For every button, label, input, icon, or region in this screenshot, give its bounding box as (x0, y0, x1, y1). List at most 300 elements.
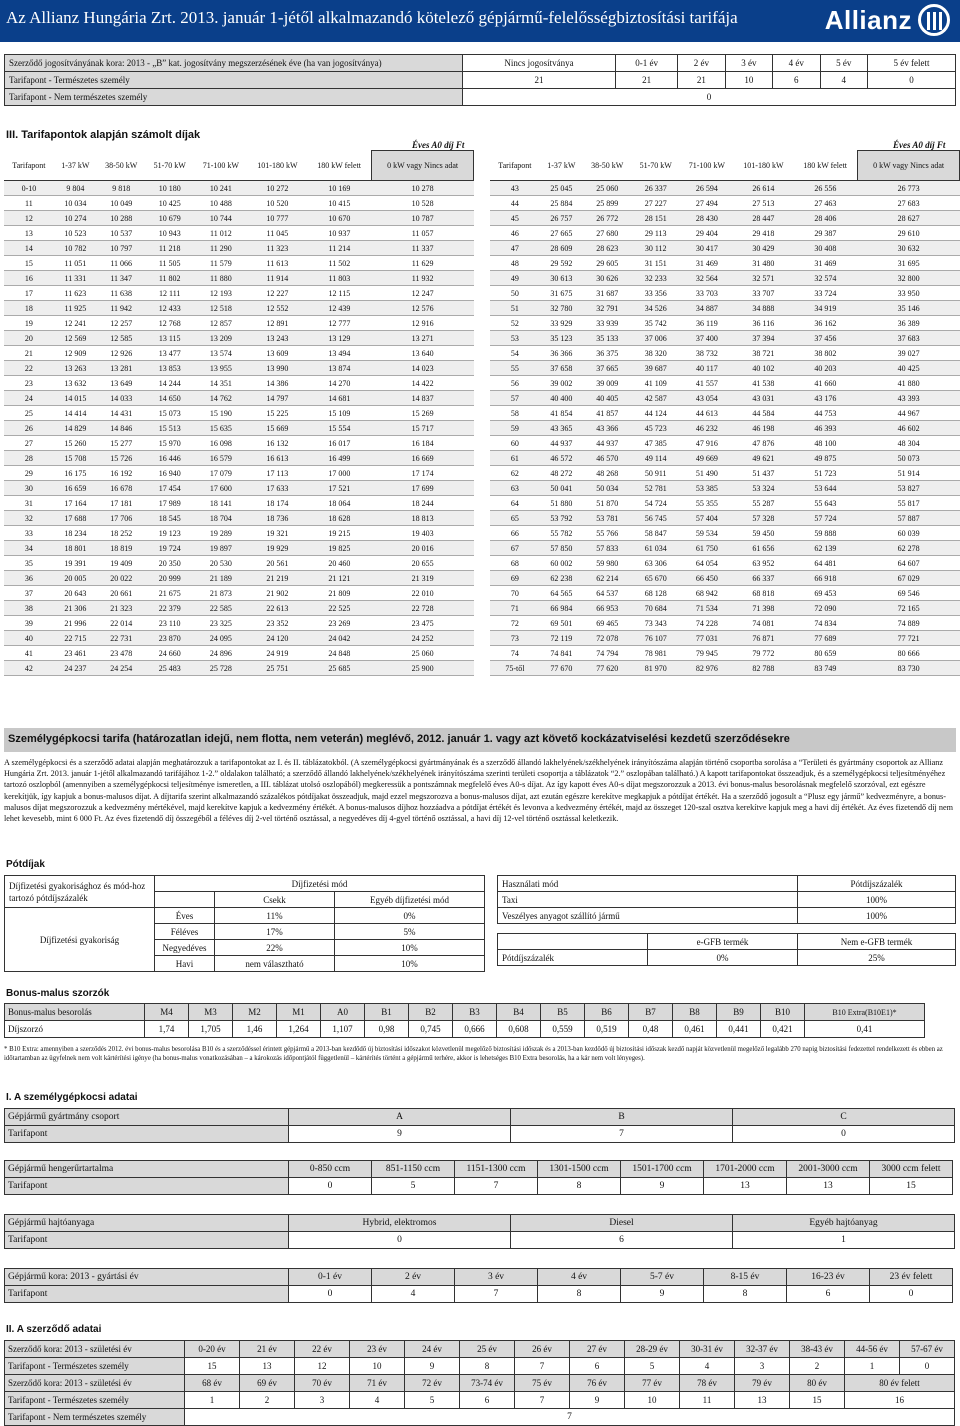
row-value: 2 év (372, 1269, 455, 1286)
tariff-fee: 70 684 (631, 601, 680, 616)
tariff-fee: 36 389 (858, 316, 960, 331)
tariff-fee: 47 916 (680, 436, 734, 451)
tariff-fee: 22 014 (97, 616, 146, 631)
tariff-fee: 32 574 (793, 271, 858, 286)
tariff-point: 22 (4, 361, 54, 376)
tariff-fee: 21 873 (194, 586, 248, 601)
egfb-value: 25% (798, 950, 956, 966)
tariff-fee: 83 730 (858, 661, 960, 676)
tariff-fee: 28 447 (734, 211, 793, 226)
tariff-fee: 12 909 (54, 346, 97, 361)
tariff-fee: 57 328 (734, 511, 793, 526)
tariff-fee: 21 189 (194, 571, 248, 586)
row-value: 3 év (455, 1269, 538, 1286)
egfb-header: e-GFB termék (648, 934, 798, 950)
contractor-r1 (5, 1341, 955, 1358)
tariff-fee: 21 323 (97, 601, 146, 616)
row-value: 2001-3000 ccm (787, 1161, 870, 1178)
row-value: 6 (460, 1392, 515, 1409)
tariff-fee: 19 825 (307, 541, 372, 556)
tariff-fee: 12 241 (54, 316, 97, 331)
tariff-fee: 44 753 (793, 406, 858, 421)
tariff-point: 71 (490, 601, 540, 616)
tariff-fee: 14 681 (307, 391, 372, 406)
tariff-fee: 18 736 (248, 511, 307, 526)
allianz-logo (825, 4, 950, 36)
legal-person-label: Tarifapont - Nem természetes személy (5, 89, 463, 106)
tariff-fee: 17 633 (248, 481, 307, 496)
tariff-point: 15 (4, 256, 54, 271)
t4-r1 (5, 1269, 953, 1286)
tariff-fee: 10 288 (97, 211, 146, 226)
tariff-point: 50 (490, 286, 540, 301)
egfb-header: Nem e-GFB termék (798, 934, 956, 950)
row-value: Diesel (511, 1215, 733, 1232)
tariff-row (4, 406, 474, 421)
tariff-point: 48 (490, 256, 540, 271)
tariff-fee: 21 219 (248, 571, 307, 586)
row-value: 9 (570, 1392, 625, 1409)
tariff-fee: 17 164 (54, 496, 97, 511)
tariff-fee: 18 545 (145, 511, 194, 526)
tariff-fee: 12 552 (248, 301, 307, 316)
tariff-fee: 69 453 (793, 586, 858, 601)
usage-label: Taxi (498, 892, 798, 908)
tariff-header-cell: Tarifapont (4, 151, 54, 181)
bm-label: Díjszorzó (5, 1021, 145, 1038)
tariff-point: 34 (4, 541, 54, 556)
tariff-fee: 12 926 (97, 346, 146, 361)
tariff-fee: 10 425 (145, 196, 194, 211)
tariff-fee: 44 124 (631, 406, 680, 421)
row-value: 1701-2000 ccm (704, 1161, 787, 1178)
row-value: 1301-1500 ccm (538, 1161, 621, 1178)
tariff-fee: 14 650 (145, 391, 194, 406)
pot-cell: 10% (335, 940, 485, 956)
tariff-fee: 49 875 (793, 451, 858, 466)
tariff-fee: 46 393 (793, 421, 858, 436)
tariff-fee: 62 238 (540, 571, 583, 586)
tariff-row (490, 361, 960, 376)
row-value: 9 (289, 1126, 511, 1143)
bm-class: B6 (585, 1004, 629, 1021)
tariff-fee: 11 942 (97, 301, 146, 316)
tariff-fee: 35 123 (540, 331, 583, 346)
tariff-header-cell: 180 kW felett (307, 151, 372, 181)
row-value: 13 (735, 1392, 790, 1409)
tariff-fee: 64 054 (680, 556, 734, 571)
row-value: 1 (845, 1358, 900, 1375)
tariff-fee: 11 337 (372, 241, 474, 256)
tariff-fee: 23 325 (194, 616, 248, 631)
bm-class: B4 (497, 1004, 541, 1021)
row-value: 8 (460, 1358, 515, 1375)
tariff-fee: 18 252 (97, 526, 146, 541)
bm-multiplier: 0,745 (409, 1021, 453, 1038)
pot-side-label: Díjfizetési gyakoriság (5, 908, 155, 972)
tariff-fee: 53 781 (583, 511, 632, 526)
tariff-fee: 33 703 (680, 286, 734, 301)
bm-class: B1 (365, 1004, 409, 1021)
bm-class: M4 (145, 1004, 189, 1021)
tariff-point: 30 (4, 481, 54, 496)
tariff-point: 68 (490, 556, 540, 571)
tariff-fee: 26 556 (793, 181, 858, 196)
tariff-point: 61 (490, 451, 540, 466)
license-row (5, 55, 956, 72)
tariff-header-cell: 0 kW vagy Nincs adat (858, 151, 960, 181)
tariff-point: 13 (4, 226, 54, 241)
bm-multiplier: 0,421 (761, 1021, 805, 1038)
tariff-fee: 66 984 (540, 601, 583, 616)
tariff-fee: 15 269 (372, 406, 474, 421)
row-value: 0 (900, 1358, 955, 1375)
row-value: 0-20 év (185, 1341, 240, 1358)
tariff-fee: 53 385 (680, 481, 734, 496)
tariff-fee: 15 190 (194, 406, 248, 421)
tariff-fee: 36 162 (793, 316, 858, 331)
tariff-fee: 13 115 (145, 331, 194, 346)
tariff-fee: 30 613 (540, 271, 583, 286)
tariff-fee: 74 228 (680, 616, 734, 631)
tariff-fee: 15 970 (145, 436, 194, 451)
payment-surcharge-table (4, 875, 485, 972)
tariff-point: 70 (490, 586, 540, 601)
tariff-fee: 13 281 (97, 361, 146, 376)
tariff-row (490, 241, 960, 256)
pot-cell: nem választható (215, 956, 335, 972)
tariff-fee: 44 937 (583, 436, 632, 451)
bm-class: B7 (629, 1004, 673, 1021)
tariff-fee: 11 290 (194, 241, 248, 256)
bm-class: B10 (761, 1004, 805, 1021)
tariff-fee: 19 289 (194, 526, 248, 541)
tariff-fee: 19 409 (97, 556, 146, 571)
tariff-fee: 23 870 (145, 631, 194, 646)
tariff-point: 44 (490, 196, 540, 211)
tariff-fee: 16 184 (372, 436, 474, 451)
tariff-fee: 33 724 (793, 286, 858, 301)
tariff-fee: 12 891 (248, 316, 307, 331)
natural-person-points: 21 (678, 72, 725, 89)
tariff-fee: 40 425 (858, 361, 960, 376)
tariff-fee: 53 827 (858, 481, 960, 496)
tariff-row (4, 451, 474, 466)
tariff-fee: 24 237 (54, 661, 97, 676)
pot-cell: 0% (335, 908, 485, 924)
tariff-fee: 15 708 (54, 451, 97, 466)
bm-multiplier: 0,519 (585, 1021, 629, 1038)
row-value: Hybrid, elektromos (289, 1215, 511, 1232)
natural-person-label: Tarifapont - Természetes személy (5, 72, 463, 89)
tariff-fee: 25 899 (583, 196, 632, 211)
tariff-header-cell: 38-50 kW (583, 151, 632, 181)
tariff-fee: 22 010 (372, 586, 474, 601)
bm-class: B3 (453, 1004, 497, 1021)
row-value: Egyéb hajtóanyag (733, 1215, 955, 1232)
t2-r1 (5, 1161, 953, 1178)
tariff-fee: 30 429 (734, 241, 793, 256)
tariff-fee: 51 723 (793, 466, 858, 481)
tariff-point: 12 (4, 211, 54, 226)
tariff-row (4, 421, 474, 436)
tariff-fee: 18 704 (194, 511, 248, 526)
tariff-fee: 10 937 (307, 226, 372, 241)
tariff-fee: 15 260 (54, 436, 97, 451)
tariff-fee: 11 880 (194, 271, 248, 286)
row-value: A (289, 1109, 511, 1126)
row-value: 15 (790, 1392, 845, 1409)
tariff-fee: 20 530 (194, 556, 248, 571)
tariff-fee: 24 896 (194, 646, 248, 661)
tariff-fee: 20 016 (372, 541, 474, 556)
pot-cell: Éves (155, 908, 215, 924)
tariff-fee: 11 502 (307, 256, 372, 271)
row-value: 22 év (295, 1341, 350, 1358)
tariff-fee: 20 005 (54, 571, 97, 586)
tariff-row (490, 541, 960, 556)
tariff-fee: 57 724 (793, 511, 858, 526)
tariff-row (490, 316, 960, 331)
tariff-row (490, 226, 960, 241)
tariff-fee: 19 123 (145, 526, 194, 541)
tariff-fee: 32 800 (858, 271, 960, 286)
tariff-fee: 15 726 (97, 451, 146, 466)
tariff-row (4, 526, 474, 541)
tariff-fee: 24 095 (194, 631, 248, 646)
tariff-fee: 34 888 (734, 301, 793, 316)
tariff-fee: 14 033 (97, 391, 146, 406)
tariff-header-cell: 51-70 kW (145, 151, 194, 181)
bm-multiplier: 0,441 (717, 1021, 761, 1038)
tariff-point: 67 (490, 541, 540, 556)
tariff-fee: 49 114 (631, 451, 680, 466)
bm-class: A0 (321, 1004, 365, 1021)
tariff-fee: 23 352 (248, 616, 307, 631)
tariff-row (490, 571, 960, 586)
tariff-header-cell: 1-37 kW (540, 151, 583, 181)
row-value: 0 (870, 1286, 953, 1303)
tariff-fee: 74 081 (734, 616, 793, 631)
tariff-fee: 25 045 (540, 181, 583, 196)
row-value: 2 (240, 1392, 295, 1409)
tariff-point: 11 (4, 196, 54, 211)
bm-class: M1 (277, 1004, 321, 1021)
page-header (0, 0, 960, 42)
tariff-row (4, 661, 474, 676)
tariff-fee: 44 584 (734, 406, 793, 421)
tariff-row (490, 346, 960, 361)
tariff-fee: 38 802 (793, 346, 858, 361)
tariff-fee: 9 818 (97, 181, 146, 196)
row-value: 23 év felett (870, 1269, 953, 1286)
row-value: 80 év felett (845, 1375, 955, 1392)
tariff-fee: 56 745 (631, 511, 680, 526)
tariff-fee: 77 031 (680, 631, 734, 646)
tariff-point: 56 (490, 376, 540, 391)
tariff-fee: 69 501 (540, 616, 583, 631)
usage-value: 100% (798, 908, 956, 924)
tariff-fee: 19 897 (194, 541, 248, 556)
tariff-fee: 16 446 (145, 451, 194, 466)
tariff-fee: 29 404 (680, 226, 734, 241)
tariff-fee: 14 846 (97, 421, 146, 436)
tariff-fee: 13 477 (145, 346, 194, 361)
tariff-fee: 36 116 (734, 316, 793, 331)
tariff-point: 49 (490, 271, 540, 286)
tariff-fee: 30 626 (583, 271, 632, 286)
tariff-fee: 19 929 (248, 541, 307, 556)
tariff-fee: 37 683 (858, 331, 960, 346)
tariff-fee: 33 950 (858, 286, 960, 301)
tariff-fee: 20 460 (307, 556, 372, 571)
tariff-row (490, 601, 960, 616)
tariff-fee: 30 408 (793, 241, 858, 256)
t1-r1 (5, 1109, 955, 1126)
tariff-fee: 59 450 (734, 526, 793, 541)
tariff-fee: 17 706 (97, 511, 146, 526)
pot-cell: 10% (335, 956, 485, 972)
row-value: B (511, 1109, 733, 1126)
tariff-fee: 32 791 (583, 301, 632, 316)
tariff-fee: 33 707 (734, 286, 793, 301)
tariff-fee: 31 480 (734, 256, 793, 271)
tariff-fee: 64 565 (540, 586, 583, 601)
license-col: 4 év (773, 55, 820, 72)
tariff-fee: 48 304 (858, 436, 960, 451)
tariff-fee: 16 613 (248, 451, 307, 466)
tariff-fee: 24 660 (145, 646, 194, 661)
tariff-fee: 41 880 (858, 376, 960, 391)
tariff-row (490, 556, 960, 571)
row-value: 9 (621, 1286, 704, 1303)
tariff-fee: 11 012 (194, 226, 248, 241)
spacer (498, 924, 956, 934)
tariff-header-row (4, 151, 474, 181)
tariff-fee: 12 111 (145, 286, 194, 301)
row-value: 1 (733, 1232, 955, 1249)
tariff-fee: 16 017 (307, 436, 372, 451)
row-value: 5-7 év (621, 1269, 704, 1286)
calculation-paragraph: A személygépkocsi és a szerződő adatai alapján meghatározzuk a tarifapontokat az I. és II. táblázatokból. (A személygépkocsi gyártmányának és a szerződő állandó lakhelyének/székhelyének irányítószáma alapján történő csoportba sorolása a “Területi és gyártmány csoportok az Allianz Hungária Zrt. 2013. január 1-jétől alkalmazandó tarifájához 1-2.” oldalakon található; a szerződő állandó lakhelyének/székhelyének irányítószáma szerinti területi csoportja a táblázatok “2.” oszlopában található.) A kapott tarifapontokat összeadjuk, és a személygépkocsi teljesítményéhez tartozó oszlopból (amennyiben a személygépkocsi teljesítménye ismeretlen, a III. táblázat utolsó oszlopából) megkeressük a pontszámnak megfelelő éves A0-s díjat. Az így kapott éves A0-s díjat megszorozzuk a 2013. évi bonus-malus besorolásnak megfelelő szorzóval, ezt egészre kerekítjük, így kapjuk a bonus-malusos díjat. A díjtarifa szerint alkalmazandó százalékos pótdíjakat összeadjuk, majd ezzel megszorozva a bonus-malusos díjat, azt ezután egészre kerekítve megkapjuk a pótdíjat értékét. Ha a szerződő jogosult a “Plusz egy jármű” kedvezményre, a bonus-malusos díjat megszorozzuk a kedvezmény mértékével, majd kerekítve kapjuk a kedvezmény értékét. A bonus-malusos díjhoz hozzáadva a pótdíjat értékét és levonva a kedvezmény értékét, majd az összeget 120-szal osztva kerekítve kapjuk meg a havi díj értékét. Az éves fizetendő díj nem lehet kevesebb, mint 6 000 Ft. Az éves fizetendő díj összegéből a féléves díj 2-vel történő osztással, a negyedéves díj 4-gyel történő osztással, a havi díj 12-vel történő osztással keletkezik. (4, 758, 953, 824)
tariff-fee: 20 661 (97, 586, 146, 601)
tariff-fee: 43 176 (793, 391, 858, 406)
tariff-fee: 15 669 (248, 421, 307, 436)
tariff-fee: 45 723 (631, 421, 680, 436)
tariff-fee: 40 102 (734, 361, 793, 376)
tariff-fee: 40 117 (680, 361, 734, 376)
tariff-fee: 51 490 (680, 466, 734, 481)
tariff-fee: 43 366 (583, 421, 632, 436)
tariff-fee: 13 874 (307, 361, 372, 376)
tariff-fee: 11 214 (307, 241, 372, 256)
tariff-fee: 48 272 (540, 466, 583, 481)
row-value: 79 év (735, 1375, 790, 1392)
row-value: 0-850 ccm (289, 1161, 372, 1178)
contractor-r5 (5, 1409, 955, 1426)
row-value: 6 (570, 1358, 625, 1375)
tariff-fee: 11 629 (372, 256, 474, 271)
tariff-point: 47 (490, 241, 540, 256)
tariff-point: 20 (4, 331, 54, 346)
tariff-point: 75-től (490, 661, 540, 676)
tariff-fee: 9 804 (54, 181, 97, 196)
egfb-head-row (498, 934, 956, 950)
bm-class: M3 (189, 1004, 233, 1021)
tariff-fee: 11 045 (248, 226, 307, 241)
tariff-fee: 74 834 (793, 616, 858, 631)
tariff-row (4, 586, 474, 601)
tariff-fee: 33 356 (631, 286, 680, 301)
tariff-row (490, 436, 960, 451)
tariff-fee: 47 876 (734, 436, 793, 451)
tariff-fee: 63 306 (631, 556, 680, 571)
tariff-fee: 16 098 (194, 436, 248, 451)
tariff-fee: 17 521 (307, 481, 372, 496)
row-value: 7 (511, 1126, 733, 1143)
tariff-fee: 10 488 (194, 196, 248, 211)
tariff-fee: 59 888 (793, 526, 858, 541)
tariff-fee: 66 918 (793, 571, 858, 586)
tariff-point: 36 (4, 571, 54, 586)
tariff-fee: 14 414 (54, 406, 97, 421)
tariff-fee: 13 243 (248, 331, 307, 346)
row-value: C (733, 1109, 955, 1126)
row-value: 32-37 év (735, 1341, 790, 1358)
tariff-fee: 55 643 (793, 496, 858, 511)
tariff-point: 58 (490, 406, 540, 421)
tariff-fee: 68 128 (631, 586, 680, 601)
tariff-row (4, 301, 474, 316)
tariff-fee: 55 817 (858, 496, 960, 511)
tariff-point: 62 (490, 466, 540, 481)
pot-col-header: Egyéb díjfizetési mód (335, 892, 485, 908)
bm-class: B2 (409, 1004, 453, 1021)
tariff-fee: 20 022 (97, 571, 146, 586)
tariff-header-cell: 101-180 kW (248, 151, 307, 181)
row-value: 13 (240, 1358, 295, 1375)
tariff-row (4, 361, 474, 376)
usage-head-row (498, 876, 956, 892)
tariff-fee: 31 695 (858, 256, 960, 271)
bm-multiplier: 0,461 (673, 1021, 717, 1038)
tariff-row (490, 646, 960, 661)
tariff-row (4, 346, 474, 361)
tariff-fee: 22 731 (97, 631, 146, 646)
tariff-row (4, 226, 474, 241)
tariff-fee: 41 854 (540, 406, 583, 421)
contractor-r4 (5, 1392, 955, 1409)
tariff-fee: 13 649 (97, 376, 146, 391)
tariff-point: 52 (490, 316, 540, 331)
bm-multiplier: 1,74 (145, 1021, 189, 1038)
tariff-fee: 51 870 (583, 496, 632, 511)
tariff-fee: 21 121 (307, 571, 372, 586)
bonus-footnote: * B10 Extra: amennyiben a szerződés 2012. évi bonus-malus besorolása B10 és a szerződéssel érintett gépjármű a 2013-ban kezdődő új biztosítási időszakot közvetlenül megelőző biztosítási időszak és a 2013-ban kezdődő új biztosítási időszak kezdő napját közvetlenül megelőző legalább 270 napig biztosítási fedezettel rendelkezett és ebben az időtartamban az ügyfelnek nem volt kártérítési igénye (ha bonus-malus vonatkozásában – a károkozás időpontjától függetlenül – kártérítés történt a gépjármű terhére, akkor is lehetséges B10 Extra besorolás, ha a kár nem volt lényeges). (4, 1046, 943, 1062)
tariff-fee: 41 660 (793, 376, 858, 391)
tariff-fee: 59 534 (680, 526, 734, 541)
tariff-fee: 68 818 (734, 586, 793, 601)
bm-multiplier: 0,41 (805, 1021, 925, 1038)
tariff-fee: 10 520 (248, 196, 307, 211)
tariff-fee: 43 031 (734, 391, 793, 406)
tariff-row (490, 271, 960, 286)
tariff-fee: 14 351 (194, 376, 248, 391)
row-label: Szerződő kora: 2013 - születési év (5, 1341, 185, 1358)
tariff-fee: 35 146 (858, 301, 960, 316)
row-value: 15 (870, 1178, 953, 1195)
tariff-point: 14 (4, 241, 54, 256)
